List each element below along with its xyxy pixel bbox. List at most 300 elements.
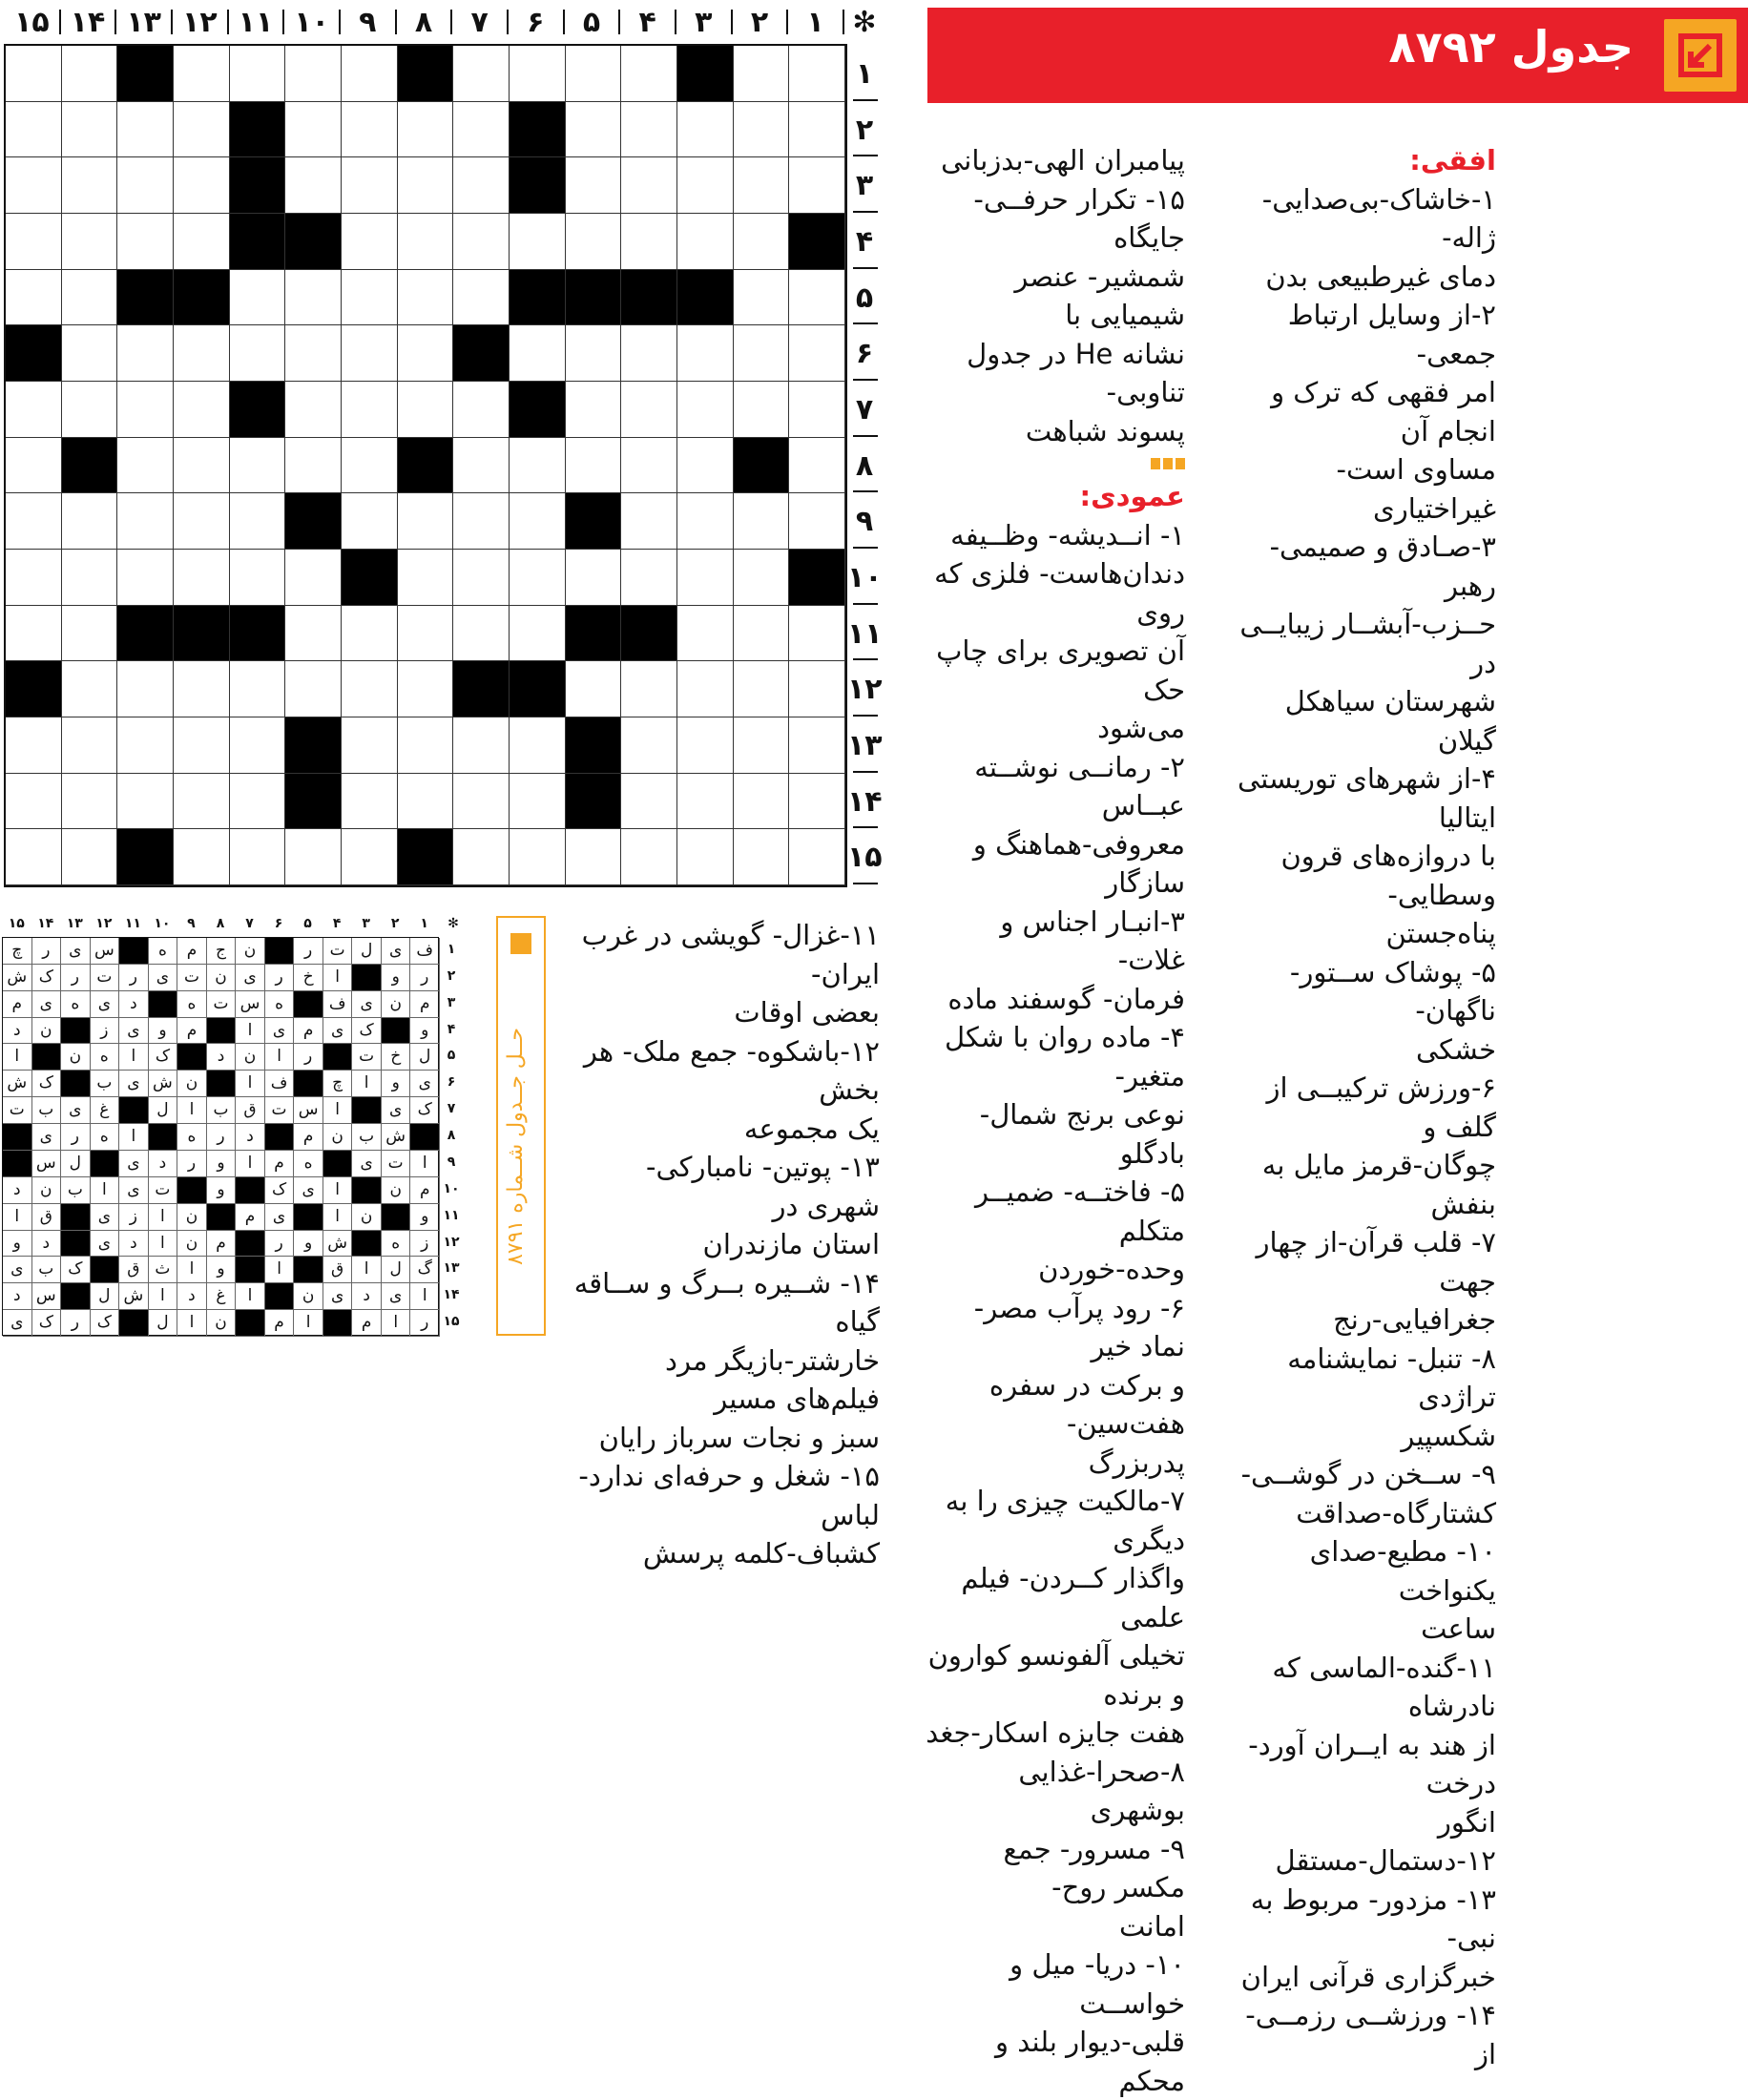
grid-cell[interactable] (677, 102, 734, 158)
grid-cell[interactable] (734, 102, 790, 158)
grid-cell[interactable] (510, 46, 566, 102)
solution-cell: ه (177, 991, 207, 1018)
grid-cell[interactable] (62, 46, 118, 102)
grid-cell[interactable] (734, 550, 790, 606)
grid-cell[interactable] (566, 829, 622, 885)
grid-cell[interactable] (285, 102, 342, 158)
solution-cell: ت (177, 965, 207, 991)
grid-cell[interactable] (510, 717, 566, 774)
grid-cell[interactable] (453, 717, 510, 774)
grid-cell[interactable] (62, 717, 118, 774)
column-label: ۷ (470, 6, 489, 39)
grid-cell[interactable] (510, 550, 566, 606)
clue-line: ۱۱-غزال- گویشی در غرب ایران- (581, 919, 880, 990)
solution-black-cell (294, 1257, 323, 1283)
grid-cell[interactable] (566, 157, 622, 214)
solution-cell: ی (32, 1124, 62, 1151)
black-cell (789, 550, 845, 606)
grid-cell[interactable] (566, 325, 622, 382)
grid-cell[interactable] (342, 382, 398, 438)
grid-cell[interactable] (174, 438, 230, 494)
solution-cell: ا (294, 1310, 323, 1337)
column-label: ۵ (582, 6, 601, 39)
grid-cell[interactable] (398, 270, 454, 326)
solution-column-label: ۴ (332, 916, 342, 931)
solution-row-label: ۵ (447, 1048, 456, 1064)
clue-line: ۴- ماده روان با شکل متغیر- (945, 1021, 1185, 1092)
grid-cell[interactable] (117, 550, 174, 606)
grid-cell[interactable] (342, 270, 398, 326)
grid-cell[interactable] (230, 717, 286, 774)
grid-cell[interactable] (117, 157, 174, 214)
black-cell (285, 774, 342, 830)
grid-cell[interactable] (398, 661, 454, 717)
grid-cell[interactable] (453, 550, 510, 606)
solution-cell: ی (91, 1231, 120, 1258)
grid-cell[interactable] (230, 438, 286, 494)
solution-cell: د (3, 1283, 32, 1310)
grid-cell[interactable] (230, 493, 286, 550)
solution-cell: چ (3, 938, 32, 965)
grid-cell[interactable] (62, 493, 118, 550)
grid-cell[interactable] (117, 717, 174, 774)
grid-cell[interactable] (789, 774, 845, 830)
black-cell (510, 157, 566, 214)
grid-cell[interactable] (285, 550, 342, 606)
grid-cell[interactable] (566, 550, 622, 606)
solution-cell: ن (236, 1044, 265, 1071)
grid-cell[interactable] (174, 493, 230, 550)
grid-cell[interactable] (342, 102, 398, 158)
grid-cell[interactable] (510, 438, 566, 494)
grid-cell[interactable] (6, 606, 62, 662)
grid-cell[interactable] (789, 157, 845, 214)
solution-cell: ش (119, 1283, 149, 1310)
grid-cell[interactable] (398, 325, 454, 382)
grid-cell[interactable] (789, 325, 845, 382)
black-cell (342, 550, 398, 606)
solution-column-label: ۷ (245, 916, 254, 931)
grid-cell[interactable] (174, 325, 230, 382)
solution-cell: ا (236, 1071, 265, 1097)
grid-cell[interactable] (453, 214, 510, 270)
grid-cell[interactable] (621, 325, 677, 382)
solution-black-cell (207, 1018, 237, 1045)
black-cell (62, 438, 118, 494)
solution-cell: ک (32, 1310, 62, 1337)
grid-cell[interactable] (734, 382, 790, 438)
solution-cell: س (236, 991, 265, 1018)
grid-cell[interactable] (621, 214, 677, 270)
clue-line: دندان‌هاست- فلزی که روی (934, 557, 1185, 629)
grid-cell[interactable] (677, 774, 734, 830)
grid-cell[interactable] (62, 102, 118, 158)
grid-cell[interactable] (566, 46, 622, 102)
grid-cell[interactable] (398, 102, 454, 158)
solution-cell: ر (119, 965, 149, 991)
grid-cell[interactable] (621, 438, 677, 494)
solution-cell: د (236, 1124, 265, 1151)
solution-cell: ک (61, 1257, 91, 1283)
solution-black-cell (61, 1283, 91, 1310)
grid-cell[interactable] (398, 382, 454, 438)
grid-cell[interactable] (789, 493, 845, 550)
grid-cell[interactable] (734, 829, 790, 885)
solution-black-cell (352, 1097, 382, 1124)
solution-cell: ث (149, 1257, 178, 1283)
clue-line: پناه‌جستن (1385, 917, 1496, 949)
row-label: ۳ (855, 169, 874, 203)
grid-cell[interactable] (342, 661, 398, 717)
grid-cell[interactable] (230, 550, 286, 606)
grid-cell[interactable] (621, 157, 677, 214)
grid-cell[interactable] (62, 829, 118, 885)
grid-cell[interactable] (789, 270, 845, 326)
grid-cell[interactable] (230, 829, 286, 885)
solution-cell: ا (149, 1231, 178, 1258)
grid-cell[interactable] (230, 270, 286, 326)
clue-line: ۲-از وسایل ارتباط جمعی- (1287, 299, 1496, 370)
clue-line: ۷-مالکیت چیزی را به دیگری (945, 1485, 1185, 1556)
grid-cell[interactable] (285, 157, 342, 214)
grid-cell[interactable] (62, 606, 118, 662)
row-separator (853, 435, 878, 437)
clue-line: ساعت (1421, 1612, 1496, 1645)
column-label: ۱ (806, 6, 824, 39)
grid-cell[interactable] (62, 550, 118, 606)
grid-cell[interactable] (621, 774, 677, 830)
grid-cell[interactable] (285, 325, 342, 382)
grid-cell[interactable] (342, 493, 398, 550)
solution-black-cell (265, 938, 295, 965)
grid-cell[interactable] (6, 46, 62, 102)
grid-cell[interactable] (6, 214, 62, 270)
grid-cell[interactable] (734, 493, 790, 550)
grid-cell[interactable] (6, 382, 62, 438)
solution-black-cell (32, 1044, 62, 1071)
grid-cell[interactable] (285, 829, 342, 885)
row-label: ۱۱ (847, 616, 883, 651)
solution-cell: ف (323, 991, 353, 1018)
grid-cell[interactable] (230, 325, 286, 382)
grid-cell[interactable] (453, 46, 510, 102)
column-label: ۱۰ (294, 6, 329, 39)
grid-cell[interactable] (453, 270, 510, 326)
grid-cell[interactable] (677, 606, 734, 662)
grid-cell[interactable] (6, 774, 62, 830)
solution-cell: ر (294, 1044, 323, 1071)
solution-column-label: ۱۴ (37, 916, 54, 931)
grid-cell[interactable] (789, 438, 845, 494)
black-cell (734, 438, 790, 494)
grid-cell[interactable] (117, 438, 174, 494)
solution-cell: ز (410, 1231, 440, 1258)
solution-cell: ا (177, 1097, 207, 1124)
grid-cell[interactable] (621, 493, 677, 550)
grid-cell[interactable] (174, 102, 230, 158)
grid-cell[interactable] (621, 661, 677, 717)
grid-cell[interactable] (510, 214, 566, 270)
grid-cell[interactable] (789, 382, 845, 438)
grid-cell[interactable] (734, 46, 790, 102)
solution-cell: ر (61, 1310, 91, 1337)
grid-cell[interactable] (510, 606, 566, 662)
solution-cell: ی (119, 1018, 149, 1045)
solution-row-label: ۱۳ (443, 1260, 460, 1277)
solution-cell: م (207, 1231, 237, 1258)
column-separator (675, 10, 676, 34)
grid-cell[interactable] (342, 46, 398, 102)
grid-cell[interactable] (174, 550, 230, 606)
grid-cell[interactable] (342, 438, 398, 494)
grid-cell[interactable] (510, 774, 566, 830)
solution-cell: ب (32, 1257, 62, 1283)
clue-line: حــزب-آبشــار زیبایــی در (1239, 608, 1496, 679)
grid-cell[interactable] (453, 382, 510, 438)
solution-cell: ن (382, 991, 411, 1018)
crossword-grid[interactable] (4, 44, 847, 887)
grid-cell[interactable] (398, 717, 454, 774)
grid-cell[interactable] (453, 829, 510, 885)
grid-cell[interactable] (174, 774, 230, 830)
grid-cell[interactable] (453, 493, 510, 550)
grid-cell[interactable] (117, 325, 174, 382)
grid-cell[interactable] (174, 382, 230, 438)
solution-cell: و (207, 1257, 237, 1283)
grid-cell[interactable] (285, 661, 342, 717)
column-separator (339, 10, 341, 34)
grid-cell[interactable] (677, 493, 734, 550)
grid-cell[interactable] (566, 214, 622, 270)
grid-cell[interactable] (621, 829, 677, 885)
title-banner (927, 8, 1748, 103)
grid-cell[interactable] (398, 157, 454, 214)
grid-cell[interactable] (62, 214, 118, 270)
grid-cell[interactable] (174, 829, 230, 885)
solution-cell: ا (119, 1044, 149, 1071)
grid-cell[interactable] (174, 214, 230, 270)
grid-cell[interactable] (453, 774, 510, 830)
row-separator (853, 826, 878, 828)
solution-cell: د (352, 1283, 382, 1310)
clue-line: ۳-صـادق و صمیمی- رهبر (1269, 530, 1496, 602)
solution-cell: ق (32, 1204, 62, 1231)
black-cell (621, 270, 677, 326)
grid-cell[interactable] (621, 717, 677, 774)
grid-cell[interactable] (453, 606, 510, 662)
black-cell (510, 661, 566, 717)
grid-cell[interactable] (174, 157, 230, 214)
grid-cell[interactable] (566, 102, 622, 158)
solution-black-cell (352, 965, 382, 991)
grid-cell[interactable] (734, 325, 790, 382)
grid-cell[interactable] (510, 493, 566, 550)
grid-cell[interactable] (677, 325, 734, 382)
grid-cell[interactable] (677, 550, 734, 606)
grid-cell[interactable] (398, 550, 454, 606)
grid-cell[interactable] (398, 493, 454, 550)
clue-line: پدربزرگ (1088, 1445, 1185, 1479)
solution-black-cell (177, 1044, 207, 1071)
clue-line: ۱۵- شغل و حرفه‌ای ندارد- لباس (578, 1460, 880, 1531)
grid-cell[interactable] (285, 382, 342, 438)
grid-cell[interactable] (285, 438, 342, 494)
grid-cell[interactable] (789, 717, 845, 774)
grid-cell[interactable] (342, 774, 398, 830)
grid-cell[interactable] (734, 774, 790, 830)
grid-cell[interactable] (117, 661, 174, 717)
grid-cell[interactable] (734, 270, 790, 326)
grid-cell[interactable] (230, 46, 286, 102)
clue-line: نشانه He در جدول تناوبی- (967, 337, 1185, 408)
grid-cell[interactable] (174, 717, 230, 774)
grid-cell[interactable] (734, 214, 790, 270)
solution-black-cell (382, 1018, 411, 1045)
row-label: ۱۵ (847, 841, 883, 875)
solution-cell: ی (352, 1151, 382, 1177)
grid-cell[interactable] (6, 550, 62, 606)
grid-cell[interactable] (621, 102, 677, 158)
grid-cell[interactable] (677, 829, 734, 885)
grid-cell[interactable] (62, 382, 118, 438)
grid-cell[interactable] (789, 102, 845, 158)
grid-cell[interactable] (285, 270, 342, 326)
solution-cell: م (294, 1124, 323, 1151)
grid-cell[interactable] (453, 157, 510, 214)
grid-cell[interactable] (62, 325, 118, 382)
grid-cell[interactable] (285, 46, 342, 102)
solution-cell: ن (177, 1071, 207, 1097)
column-separator (507, 10, 509, 34)
solution-cell: و (382, 1071, 411, 1097)
solution-cell: ب (32, 1097, 62, 1124)
solution-cell: م (236, 1204, 265, 1231)
solution-cell: ش (3, 965, 32, 991)
row-separator (853, 322, 878, 324)
grid-cell[interactable] (230, 661, 286, 717)
grid-cell[interactable] (117, 102, 174, 158)
grid-cell[interactable] (510, 325, 566, 382)
row-separator (853, 883, 878, 884)
solution-black-cell (265, 1283, 295, 1310)
grid-cell[interactable] (285, 606, 342, 662)
grid-cell[interactable] (342, 717, 398, 774)
solution-cell: م (177, 938, 207, 965)
solution-cell: ت (352, 1044, 382, 1071)
grid-cell[interactable] (734, 717, 790, 774)
grid-cell[interactable] (174, 661, 230, 717)
clue-line: از هند به ایــران آورد- درخت (1248, 1728, 1496, 1799)
column-label: ۶ (527, 6, 545, 39)
grid-cell[interactable] (621, 550, 677, 606)
grid-cell[interactable] (789, 46, 845, 102)
grid-cell[interactable] (677, 661, 734, 717)
solution-cell: م (3, 991, 32, 1018)
solution-cell: ا (149, 1204, 178, 1231)
grid-cell[interactable] (6, 157, 62, 214)
grid-cell[interactable] (6, 438, 62, 494)
grid-cell[interactable] (453, 438, 510, 494)
grid-cell[interactable] (566, 438, 622, 494)
black-cell (117, 270, 174, 326)
solution-cell: و (149, 1018, 178, 1045)
grid-cell[interactable] (342, 829, 398, 885)
grid-cell[interactable] (677, 157, 734, 214)
black-cell (285, 214, 342, 270)
grid-cell[interactable] (6, 717, 62, 774)
solution-cell: ا (323, 1204, 353, 1231)
grid-cell[interactable] (398, 606, 454, 662)
grid-cell[interactable] (342, 214, 398, 270)
clue-line: خشکی (1416, 1032, 1496, 1066)
grid-cell[interactable] (510, 829, 566, 885)
grid-cell[interactable] (6, 102, 62, 158)
solution-cell: ک (352, 1018, 382, 1045)
row-label: ۱۳ (847, 729, 883, 762)
grid-cell[interactable] (342, 606, 398, 662)
solution-cell: ج (207, 938, 237, 965)
grid-cell[interactable] (62, 270, 118, 326)
grid-cell[interactable] (566, 382, 622, 438)
solution-column-label: ۹ (187, 916, 196, 931)
grid-cell[interactable] (677, 214, 734, 270)
grid-cell[interactable] (117, 774, 174, 830)
grid-cell[interactable] (677, 717, 734, 774)
grid-cell[interactable] (398, 214, 454, 270)
grid-cell[interactable] (789, 606, 845, 662)
grid-cell[interactable] (789, 829, 845, 885)
grid-cell[interactable] (62, 774, 118, 830)
grid-cell[interactable] (566, 661, 622, 717)
grid-cell[interactable] (62, 157, 118, 214)
grid-cell[interactable] (621, 382, 677, 438)
solution-black-cell (236, 1310, 265, 1337)
grid-cell[interactable] (453, 102, 510, 158)
grid-cell[interactable] (230, 774, 286, 830)
grid-cell[interactable] (6, 270, 62, 326)
black-cell (510, 382, 566, 438)
column-separator (843, 10, 844, 34)
grid-cell[interactable] (342, 157, 398, 214)
grid-cell[interactable] (734, 606, 790, 662)
solution-cell: ن (236, 938, 265, 965)
grid-cell[interactable] (6, 493, 62, 550)
grid-cell[interactable] (174, 46, 230, 102)
solution-cell: ن (177, 1231, 207, 1258)
grid-cell[interactable] (677, 382, 734, 438)
grid-cell[interactable] (677, 438, 734, 494)
solution-black-cell (149, 1124, 178, 1151)
grid-cell[interactable] (789, 661, 845, 717)
solution-column-label: ۱۰ (154, 916, 171, 931)
grid-cell[interactable] (734, 661, 790, 717)
grid-cell[interactable] (62, 661, 118, 717)
solution-cell: ت (382, 1151, 411, 1177)
clue-line: و برکت در سفره هفت‌سین- (988, 1368, 1185, 1440)
solution-cell: ک (32, 965, 62, 991)
grid-cell[interactable] (6, 829, 62, 885)
grid-cell[interactable] (734, 157, 790, 214)
column-label: ۱۲ (182, 6, 218, 39)
grid-cell[interactable] (621, 46, 677, 102)
grid-cell[interactable] (342, 325, 398, 382)
grid-cell[interactable] (117, 214, 174, 270)
grid-cell[interactable] (117, 493, 174, 550)
grid-cell[interactable] (117, 382, 174, 438)
grid-cell[interactable] (398, 774, 454, 830)
solution-cell: ر (294, 938, 323, 965)
solution-cell: ش (323, 1231, 353, 1258)
